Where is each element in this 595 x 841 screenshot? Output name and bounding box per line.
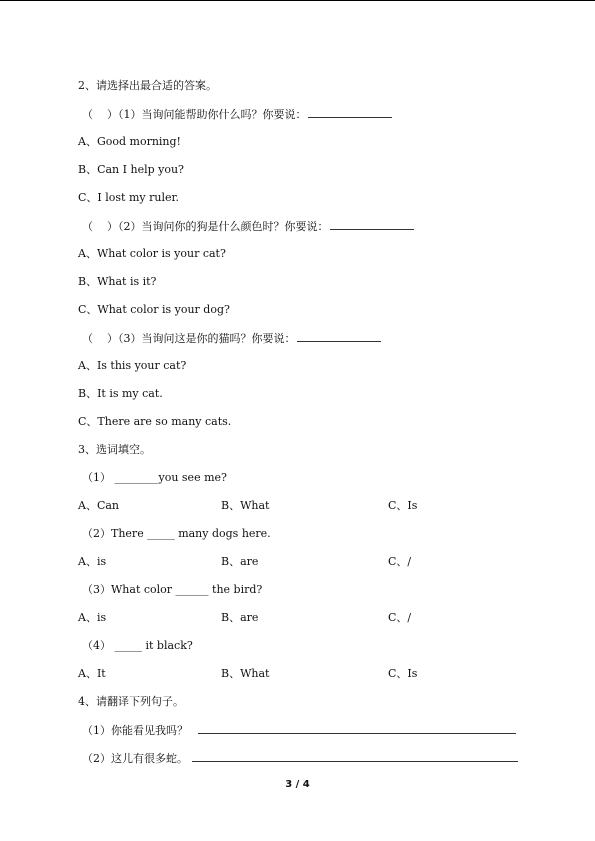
question-prompt: （2）There _____ many dogs here. bbox=[82, 527, 271, 540]
question-prompt: （ ）（3）当询问这是你的猫吗？你要说： bbox=[82, 331, 381, 346]
answer-blank[interactable] bbox=[308, 107, 392, 118]
question-prompt: （ ）（1）当询问能帮助你什么吗？你要说： bbox=[82, 107, 392, 122]
option: C、I lost my ruler. bbox=[78, 191, 180, 204]
option: B、Can I help you? bbox=[78, 163, 184, 176]
page-number: 3 / 4 bbox=[285, 779, 310, 790]
option: B、What is it? bbox=[78, 275, 157, 288]
option: C、What color is your dog? bbox=[78, 303, 230, 316]
section4-heading: 4、请翻译下列句子。 bbox=[78, 695, 184, 708]
top-rule bbox=[0, 0, 595, 1]
question-prompt: （ ）（2）当询问你的狗是什么颜色时？你要说： bbox=[82, 219, 414, 234]
option-b: B、are bbox=[221, 611, 259, 624]
translation-question: （1）你能看见我吗？ bbox=[82, 723, 516, 738]
translation-blank[interactable] bbox=[192, 751, 518, 762]
option-c: C、Is bbox=[388, 667, 418, 680]
option: A、What color is your cat? bbox=[78, 247, 226, 260]
option-c: C、Is bbox=[388, 499, 418, 512]
option-a: A、Can bbox=[78, 499, 120, 512]
option-b: B、What bbox=[221, 499, 270, 512]
section3-heading: 3、选词填空。 bbox=[78, 443, 151, 456]
option-a: A、is bbox=[78, 555, 107, 568]
option-a: A、It bbox=[78, 667, 106, 680]
option: C、There are so many cats. bbox=[78, 415, 232, 428]
question-prompt: （1） ________you see me? bbox=[82, 471, 227, 484]
question-prompt: （4） _____ it black? bbox=[82, 639, 193, 652]
option: A、Good morning! bbox=[78, 135, 181, 148]
option-b: B、are bbox=[221, 555, 259, 568]
option-c: C、/ bbox=[388, 611, 412, 624]
option: B、It is my cat. bbox=[78, 387, 163, 400]
translation-blank[interactable] bbox=[198, 723, 516, 734]
option-b: B、What bbox=[221, 667, 270, 680]
answer-blank[interactable] bbox=[297, 331, 381, 342]
section2-heading: 2、请选择出最合适的答案。 bbox=[78, 79, 217, 92]
answer-blank[interactable] bbox=[330, 219, 414, 230]
question-prompt: （3）What color ______ the bird? bbox=[82, 583, 263, 596]
option-c: C、/ bbox=[388, 555, 412, 568]
translation-question: （2）这儿有很多蛇。 bbox=[82, 751, 518, 766]
option-a: A、is bbox=[78, 611, 107, 624]
option: A、Is this your cat? bbox=[78, 359, 187, 372]
